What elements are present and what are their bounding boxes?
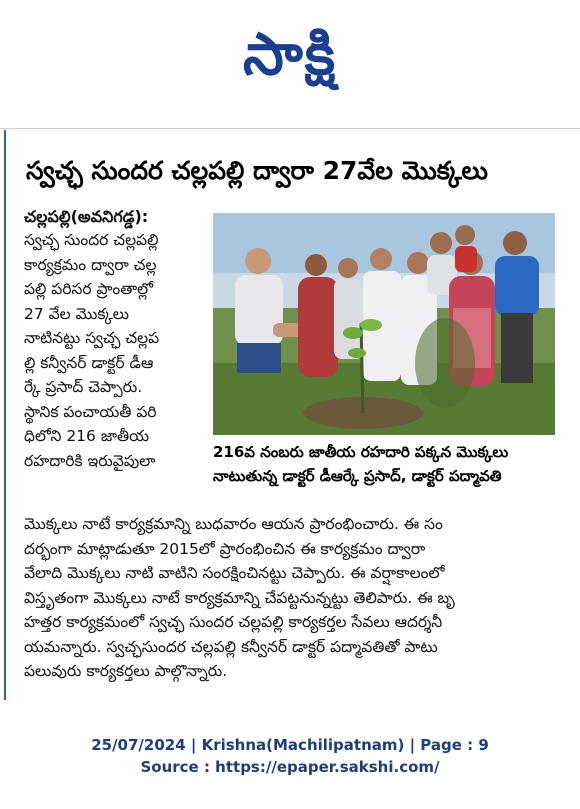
left-line: పల్లి పరిసర ప్రాంతాల్లో <box>24 280 154 298</box>
body-line: మొక్కలు నాటే కార్యక్రమాన్ని బుధవారం ఆయన ప్రారంభించారు. ఈ సం <box>24 515 443 533</box>
footer-source-link[interactable]: Source : https://epaper.sakshi.com/ <box>140 758 440 776</box>
left-line: ర్కే ప్రసాద్ చెప్పారు. <box>24 378 143 396</box>
body-line: విస్తృతంగా మొక్కలు నాటే కార్యక్రమాన్ని చేపట్టనున్నట్టు తెలిపారు. ఈ బృ <box>24 588 455 607</box>
left-line: కార్యక్రమం ద్వారా చల్ల <box>24 255 157 274</box>
left-line: స్థానిక పంచాయతీ పరి <box>24 402 157 421</box>
article-dateline: చల్లపల్లి(అవనిగడ్డ): <box>24 207 149 226</box>
body-line: వేలాది మొక్కలు నాటి వాటిని సంరక్షించినట్టు చెప్పారు. ఈ వర్షాకాలంలో <box>24 564 445 582</box>
body-line: పలువురు కార్యకర్తలు పాల్గొన్నారు. <box>24 662 228 680</box>
left-line: నాటినట్టు స్వచ్ఛ చల్లప <box>24 329 160 347</box>
caption-line: నాటుతున్న డాక్టర్ డీఆర్కే ప్రసాద్, డాక్టర్ పద్మావతి <box>213 467 502 485</box>
photo-caption <box>213 440 563 488</box>
body-line: యమన్నారు. స్వచ్ఛసుందర చల్లపల్లి కన్వీనర్ డాక్టర్ పద్మావతితో పాటు <box>24 637 438 656</box>
left-line: ధిలోని 216 జాతీయ <box>24 427 150 445</box>
logo-text: సాక్షి <box>242 20 338 88</box>
body-line: దర్భంగా మాట్లాడుతూ 2015లో ప్రారంభించిన ఈ కార్యక్రమం ద్వారా <box>24 539 426 558</box>
article-body <box>24 512 564 684</box>
left-line: ల్లి కన్వీనర్ డాక్టర్ డీఆ <box>24 353 154 372</box>
left-line: 27 వేల మొక్కలు <box>24 304 130 323</box>
body-line: హత్తర కార్యక్రమంలో స్వచ్ఛ సుందర చల్లపల్లి కార్యకర్తల సేవలు ఆదర్శనీ <box>24 613 443 631</box>
sakshi-logo <box>190 14 390 94</box>
left-line: స్వచ్ఛ సుందర చల్లపల్లి <box>24 231 159 249</box>
article-photo <box>213 213 555 435</box>
article-left-column <box>24 228 206 473</box>
header-divider <box>0 128 580 129</box>
left-line: రహదారికి ఇరువైపులా <box>24 451 156 470</box>
footer-date-edition: 25/07/2024 | Krishna(Machilipatnam) | Page : 9 <box>91 736 489 754</box>
article-left-rule <box>4 130 6 700</box>
caption-line: 216వ నంబరు జాతీయ రహదారి పక్కన మొక్కలు <box>213 443 509 461</box>
source-footer <box>0 734 580 778</box>
article-headline: స్వచ్ఛ సుందర చల్లపల్లి ద్వారా 27వేల మొక్కలు <box>26 156 488 185</box>
